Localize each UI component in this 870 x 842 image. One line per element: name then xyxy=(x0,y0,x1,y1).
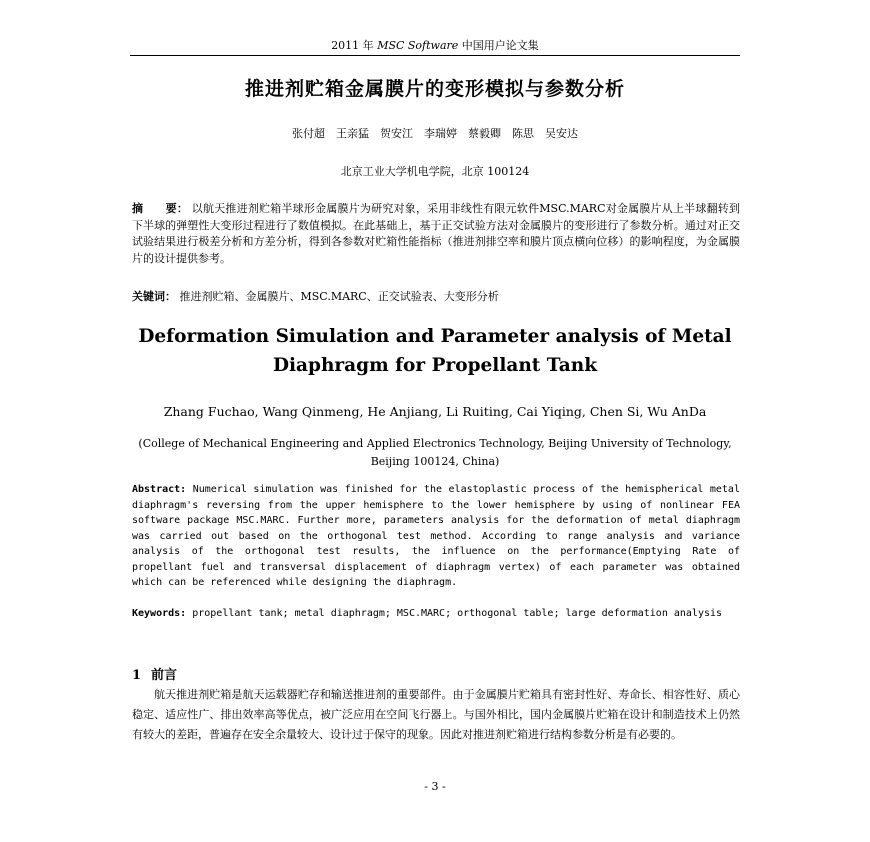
header-brand: MSC Software xyxy=(377,39,459,52)
abstract-english-text: Numerical simulation was finished for the elastoplastic process of the hemispherical metal diaphragm's reversing from the upper hemisphere to the lower hemisphere by using of nonlinear FEA software package MSC.MARC. Further more, parameters analysis for the deformation of metal diaphragm was carried out based on the orthogonal test method. According to range analysis and variance analysis of the orthogonal test results, the influence on the performance(Emptying Rate of propellant fuel and transversal displacement of diaphragm vertex) of each parameter was obtained which can be referenced while designing the diaphragm. xyxy=(132,484,740,588)
keywords-english-label: Keywords: xyxy=(132,608,187,619)
authors-chinese: 张付超 王亲猛 贺安江 李瑞婷 蔡毅卿 陈思 吴安达 xyxy=(292,127,578,140)
abstract-chinese xyxy=(132,201,740,267)
header-collection: 中国用户论文集 xyxy=(461,39,539,52)
keywords-english xyxy=(132,606,740,622)
title-english: Deformation Simulation and Parameter analysis of Metal Diaphragm for Propellant Tank xyxy=(138,326,732,376)
abstract-english-label: Abstract: xyxy=(132,484,187,495)
abstract-english xyxy=(132,482,740,591)
keywords-chinese-text: 推进剂贮箱、金属膜片、MSC.MARC、正交试验表、大变形分析 xyxy=(179,290,499,303)
running-header xyxy=(130,37,740,56)
abstract-chinese-text: 以航天推进剂贮箱半球形金属膜片为研究对象，采用非线性有限元软件MSC.MARC对金属膜片从上半球翻转到下半球的弹塑性大变形过程进行了数值模拟。在此基础上，基于正交试验方法对金属膜片的变形进行了参数分析。通过对正交试验结果进行极差分析和方差分析，得到各参数对贮箱性能指标（推进剂排空率和膜片顶点横向位移）的影响程度，为金属膜片的设计提供参考。 xyxy=(132,202,741,265)
section-title: 前言 xyxy=(151,668,178,683)
header-year: 2011 年 xyxy=(331,39,374,52)
keywords-english-text: propellant tank; metal diaphragm; MSC.MARC; orthogonal table; large deformation analysis xyxy=(192,608,723,619)
keywords-chinese xyxy=(132,288,740,304)
affiliation-chinese: 北京工业大学机电学院，北京 100124 xyxy=(340,165,530,178)
authors-english: Zhang Fuchao, Wang Qinmeng, He Anjiang, Li Ruiting, Cai Yiqing, Chen Si, Wu AnDa xyxy=(163,404,707,419)
affiliation-english: (College of Mechanical Engineering and Applied Electronics Technology, Beijing University of Technology, Beijing 100124, China) xyxy=(138,437,732,468)
section-number: 1 xyxy=(132,668,142,683)
title-chinese: 推进剂贮箱金属膜片的变形模拟与参数分析 xyxy=(244,78,625,100)
section-heading xyxy=(132,664,187,683)
keywords-chinese-label: 关键词： xyxy=(132,290,176,303)
page-number: - 3 - xyxy=(424,780,446,793)
section-body: 航天推进剂贮箱是航天运载器贮存和输送推进剂的重要部件。由于金属膜片贮箱具有密封性好、寿命长、相容性好、质心稳定、适应性广、排出效率高等优点，被广泛应用在空间飞行器上。与国外相比，国内金属膜片贮箱在设计和制造技术上仍然有较大的差距，普遍存在安全余量较大、设计过于保守的现象。因此对推进剂贮箱进行结构参数分析是有必要的。 xyxy=(132,688,740,741)
abstract-chinese-label: 摘 要： xyxy=(132,202,189,215)
